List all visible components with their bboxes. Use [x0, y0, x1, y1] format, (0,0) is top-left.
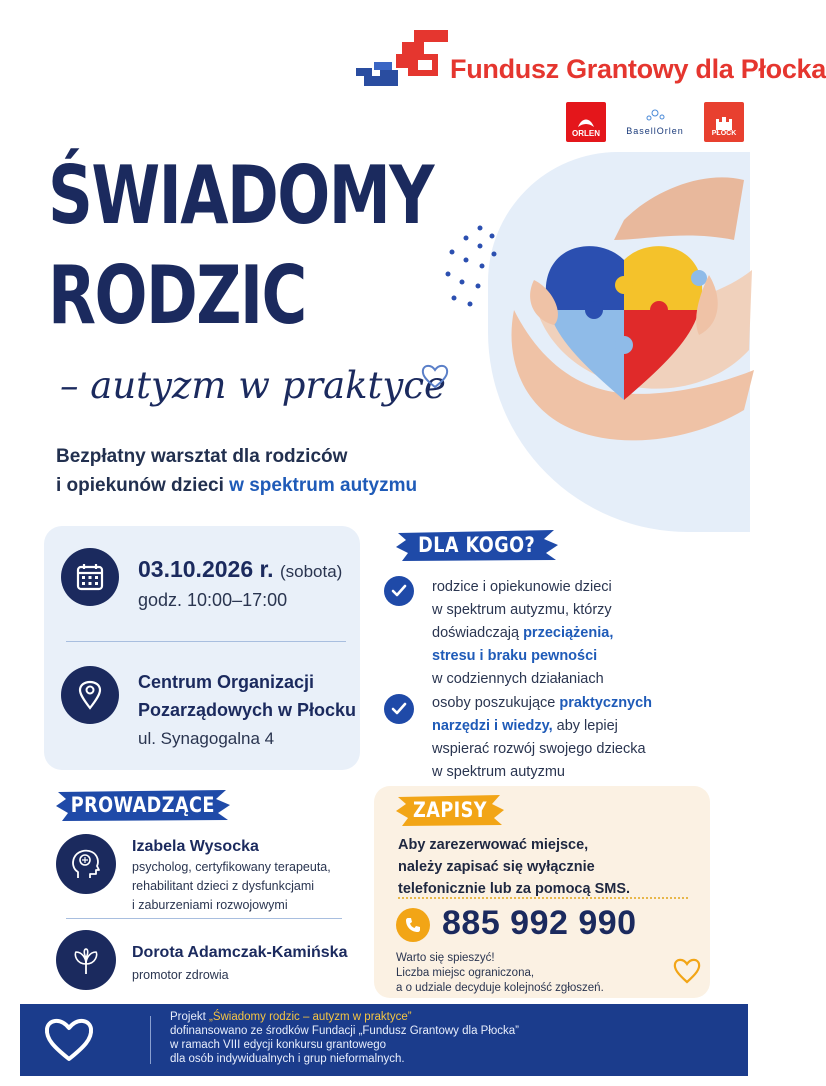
signup-note	[396, 951, 604, 996]
audience-item-2-line-1-start: osoby poszukujące	[432, 695, 560, 711]
presenters-label	[54, 787, 232, 823]
castle-icon	[714, 114, 734, 130]
lead-line-2-start: i opiekunów dzieci	[56, 475, 230, 496]
audience-item-1-line-4-highlight: stresu i braku pewności	[432, 648, 598, 664]
audience-label-text: DLA KOGO?	[418, 533, 536, 557]
calendar-icon	[61, 548, 119, 606]
signup-note-line-1: Warto się spieszyć!	[396, 952, 495, 964]
phone-icon	[396, 908, 430, 942]
decorative-dots-icon	[440, 222, 502, 312]
head-brain-icon	[56, 834, 116, 894]
signup-dotted-divider	[398, 897, 688, 899]
location-pin-icon	[61, 666, 119, 724]
venue-line-1: Centrum Organizacji	[138, 672, 315, 692]
signup-note-line-2: Liczba miejsc ograniczona,	[396, 967, 535, 979]
check-icon	[384, 694, 414, 724]
signup-label-text: ZAPISY	[413, 798, 487, 822]
lead-line-1: Bezpłatny warsztat dla rodziców	[56, 446, 348, 467]
presenter-1-role-line-2: rehabilitant dzieci z dysfunkcjami	[132, 879, 315, 893]
audience-item-1-line-3-start: doświadczają	[432, 625, 524, 641]
signup-line-2: należy zapisać się wyłącznie	[398, 859, 595, 875]
presenter-2-role: promotor zdrowia	[132, 968, 229, 982]
basell-label: BasellOrlen	[626, 126, 684, 136]
presenter-1-role-line-3: i zaburzeniami rozwojowymi	[132, 898, 288, 912]
footer-line-1	[170, 1010, 519, 1024]
footer-separator	[150, 1016, 151, 1064]
audience-item-2-line-4: w spektrum autyzmu	[432, 764, 565, 780]
event-divider	[66, 641, 346, 642]
lead-text	[56, 442, 417, 500]
signup-phone-number[interactable]: 885 992 990	[442, 904, 637, 942]
orlen-logo	[566, 102, 606, 142]
headline-line-1: ŚWIADOMY	[48, 149, 433, 242]
event-time: godz. 10:00–17:00	[138, 590, 288, 610]
lead-line-2-highlight: w spektrum autyzmu	[229, 475, 418, 496]
audience-item-1-line-3	[432, 622, 613, 645]
audience-item-1-line-4	[432, 645, 613, 668]
org-title: Fundusz Grantowy dla Płocka	[450, 54, 826, 84]
event-street: ul. Synagogalna 4	[138, 729, 275, 748]
leaf-plant-icon	[56, 930, 116, 990]
footer-text	[170, 1010, 519, 1066]
signup-label	[394, 792, 506, 828]
basell-orlen-logo	[618, 108, 692, 136]
hands-heart-puzzle-image	[494, 150, 754, 480]
footer-project-name: „Świadomy rodzic – autyzm w praktyce”	[209, 1011, 412, 1023]
footer-line-4: dla osób indywidualnych i grup nieformalnych.	[170, 1053, 405, 1065]
audience-item-1	[432, 576, 613, 691]
heart-outline-icon	[420, 362, 450, 390]
audience-item-2	[432, 692, 652, 784]
audience-item-2-line-3: wspierać rozwój swojego dziecka	[432, 741, 646, 757]
headline-line-2: RODZIC	[48, 249, 306, 342]
orlen-label: ORLEN	[572, 129, 600, 138]
plock-logo	[704, 102, 744, 142]
footer-line-3: w ramach VIII edycji konkursu grantowego	[170, 1039, 387, 1051]
audience-item-1-line-2: w spektrum autyzmu, którzy	[432, 602, 612, 618]
footer-line-2: dofinansowano ze środków Fundacji „Fundusz Grantowy dla Płocka”	[170, 1025, 520, 1037]
audience-item-1-line-5: w codziennych działaniach	[432, 671, 604, 687]
audience-item-2-line-2	[432, 715, 652, 738]
presenter-1-role-line-1: psycholog, certyfikowany terapeuta,	[132, 860, 331, 874]
presenter-2-name: Dorota Adamczak-Kamińska	[132, 944, 348, 961]
heart-outline-icon	[672, 955, 702, 985]
signup-line-3: telefonicznie lub za pomocą SMS.	[398, 881, 631, 897]
bubbles-icon	[635, 108, 675, 124]
event-day: (sobota)	[279, 562, 343, 581]
fundusz-grantowy-logo	[356, 28, 826, 94]
audience-item-2-line-1	[432, 692, 652, 715]
footer-line-1-start: Projekt	[170, 1011, 209, 1023]
signup-line-1: Aby zarezerwować miejsce,	[398, 837, 589, 853]
presenter-1-role	[132, 858, 331, 915]
check-icon	[384, 576, 414, 606]
audience-item-2-line-1-highlight: praktycznych	[559, 695, 653, 711]
heart-outline-icon	[42, 1014, 96, 1064]
signup-instructions	[398, 834, 630, 900]
lead-line-2	[56, 471, 417, 500]
fg-logo-mark-icon	[356, 28, 448, 94]
venue-line-2: Pozarządowych w Płocku	[138, 700, 357, 720]
presenter-1-name: Izabela Wysocka	[132, 838, 259, 855]
signup-note-line-3: a o udziale decyduje kolejność zgłoszeń.	[396, 982, 604, 994]
presenters-label-text: PROWADZĄCE	[70, 793, 216, 817]
eagle-icon	[577, 115, 595, 129]
event-venue	[138, 668, 356, 724]
headline	[48, 146, 433, 346]
subtitle: – autyzm w praktyce	[60, 364, 446, 407]
audience-label	[394, 527, 560, 563]
event-date	[138, 556, 342, 583]
audience-item-1-line-3-highlight: przeciążenia,	[523, 625, 614, 641]
partner-logos	[566, 102, 744, 142]
event-date-value: 03.10.2026 r.	[138, 556, 274, 582]
plock-label: PŁOCK	[711, 130, 737, 137]
presenters-divider	[66, 918, 342, 919]
audience-item-1-line-1: rodzice i opiekunowie dzieci	[432, 579, 612, 595]
audience-item-2-line-2-highlight: narzędzi i wiedzy,	[432, 718, 553, 734]
audience-item-2-line-2-end: aby lepiej	[552, 718, 618, 734]
